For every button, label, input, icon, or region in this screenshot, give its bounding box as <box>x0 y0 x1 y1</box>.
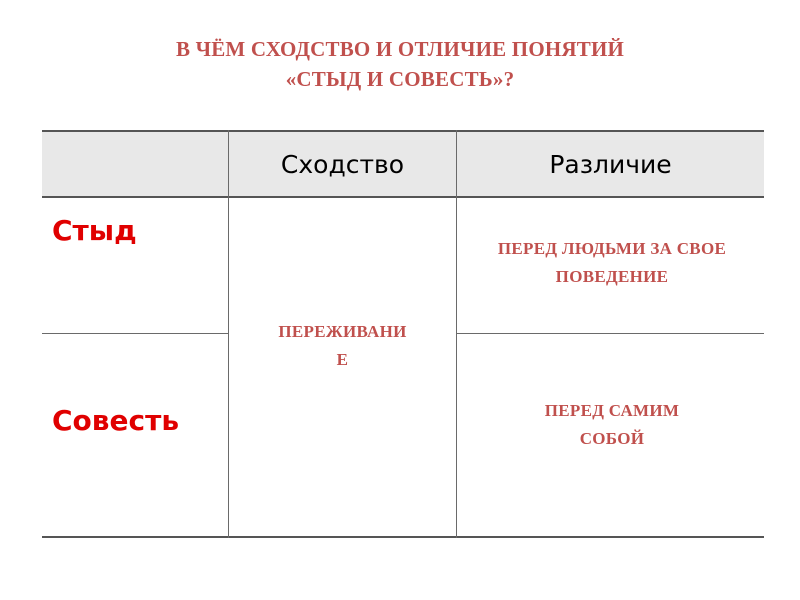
similarity-line-2: Е <box>336 350 349 369</box>
difference-cell-shame: ПЕРЕД ЛЮДЬМИ ЗА СВОЕ ПОВЕДЕНИЕ <box>497 239 727 286</box>
similarity-cell <box>229 316 456 376</box>
table-bottom-border <box>42 536 764 538</box>
header-cell-difference: Различие <box>549 149 672 179</box>
page-title-line-1: В ЧЁМ СХОДСТВО И ОТЛИЧИЕ ПОНЯТИЙ <box>175 37 625 61</box>
page-title <box>0 34 800 94</box>
similarity-line-1: ПЕРЕЖИВАНИ <box>278 322 407 341</box>
header-cell-empty <box>42 132 228 196</box>
row-label-shame: Стыд <box>52 213 137 247</box>
row-label-conscience: Совесть <box>52 403 180 437</box>
row-divider-left <box>42 333 228 334</box>
header-cell-similarity: Сходство <box>280 149 405 179</box>
comparison-table <box>42 130 764 538</box>
page-title-line-2: «СТЫД И СОВЕСТЬ»? <box>285 67 515 91</box>
header-bottom-border <box>42 196 764 198</box>
difference-cell-conscience: ПЕРЕД САМИМ СОБОЙ <box>544 401 680 448</box>
row-divider-right <box>456 333 764 334</box>
